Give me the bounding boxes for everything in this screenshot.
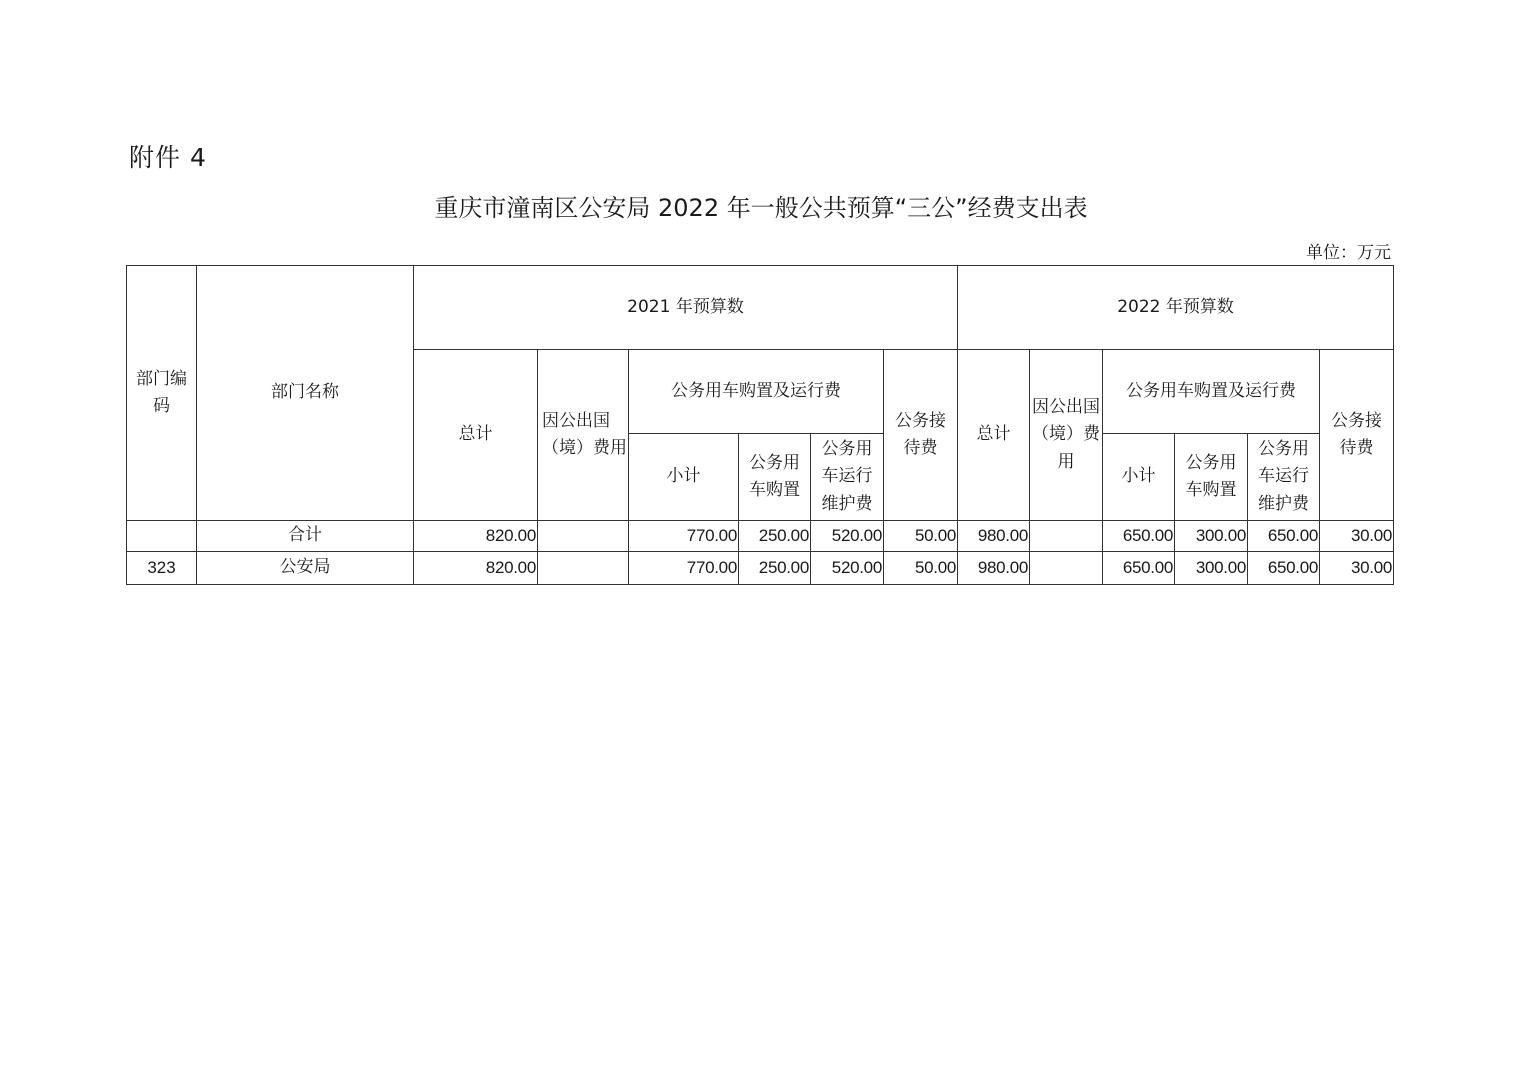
cell-2021-purchase: 250.00 <box>739 521 811 552</box>
header-year-2022: 2022 年预算数 <box>958 266 1394 350</box>
header-2022-subtotal: 小计 <box>1103 434 1175 521</box>
cell-2021-maintenance: 520.00 <box>811 552 884 585</box>
header-2021-vehicle-purchase: 公务用车购置 <box>739 434 811 521</box>
header-dept-name: 部门名称 <box>197 266 414 521</box>
cell-2022-purchase: 300.00 <box>1175 521 1248 552</box>
header-2022-vehicle-group: 公务用车购置及运行费 <box>1103 350 1320 434</box>
attachment-label: 附件 4 <box>129 143 207 172</box>
header-row-years <box>127 266 1394 350</box>
cell-2021-reception: 50.00 <box>884 521 958 552</box>
header-2022-vehicle-maintenance: 公务用车运行维护费 <box>1248 434 1320 521</box>
cell-2021-subtotal: 770.00 <box>629 552 739 585</box>
row-name: 公安局 <box>197 552 414 585</box>
row-code: 323 <box>127 552 197 585</box>
budget-table <box>126 265 1394 585</box>
cell-2022-total: 980.00 <box>958 552 1030 585</box>
cell-2021-reception: 50.00 <box>884 552 958 585</box>
header-2021-total: 总计 <box>414 350 538 521</box>
header-dept-code: 部门编码 <box>127 266 197 521</box>
cell-2021-purchase: 250.00 <box>739 552 811 585</box>
cell-2022-maintenance: 650.00 <box>1248 521 1320 552</box>
header-2022-total: 总计 <box>958 350 1030 521</box>
header-2022-overseas: 因公出国（境）费用 <box>1030 350 1103 521</box>
cell-2021-maintenance: 520.00 <box>811 521 884 552</box>
cell-2021-total: 820.00 <box>414 521 538 552</box>
header-2022-vehicle-purchase: 公务用车购置 <box>1175 434 1248 521</box>
row-code <box>127 521 197 552</box>
table-row <box>127 521 1394 552</box>
cell-2021-overseas <box>538 552 629 585</box>
cell-2022-subtotal: 650.00 <box>1103 521 1175 552</box>
header-2021-overseas: 因公出国（境）费用 <box>538 350 629 521</box>
document-title: 重庆市潼南区公安局 2022 年一般公共预算“三公”经费支出表 <box>434 194 1088 222</box>
cell-2022-purchase: 300.00 <box>1175 552 1248 585</box>
header-2021-subtotal: 小计 <box>629 434 739 521</box>
cell-2021-subtotal: 770.00 <box>629 521 739 552</box>
cell-2022-total: 980.00 <box>958 521 1030 552</box>
cell-2022-subtotal: 650.00 <box>1103 552 1175 585</box>
table-row <box>127 552 1394 585</box>
cell-2022-overseas <box>1030 521 1103 552</box>
header-2021-vehicle-group: 公务用车购置及运行费 <box>629 350 884 434</box>
header-2021-reception: 公务接待费 <box>884 350 958 521</box>
unit-label: 单位：万元 <box>1306 243 1391 263</box>
cell-2022-overseas <box>1030 552 1103 585</box>
header-2021-vehicle-maintenance: 公务用车运行维护费 <box>811 434 884 521</box>
header-year-2021: 2021 年预算数 <box>414 266 958 350</box>
cell-2021-overseas <box>538 521 629 552</box>
cell-2021-total: 820.00 <box>414 552 538 585</box>
cell-2022-reception: 30.00 <box>1320 521 1394 552</box>
cell-2022-reception: 30.00 <box>1320 552 1394 585</box>
row-name: 合计 <box>197 521 414 552</box>
cell-2022-maintenance: 650.00 <box>1248 552 1320 585</box>
header-2022-reception: 公务接待费 <box>1320 350 1394 521</box>
